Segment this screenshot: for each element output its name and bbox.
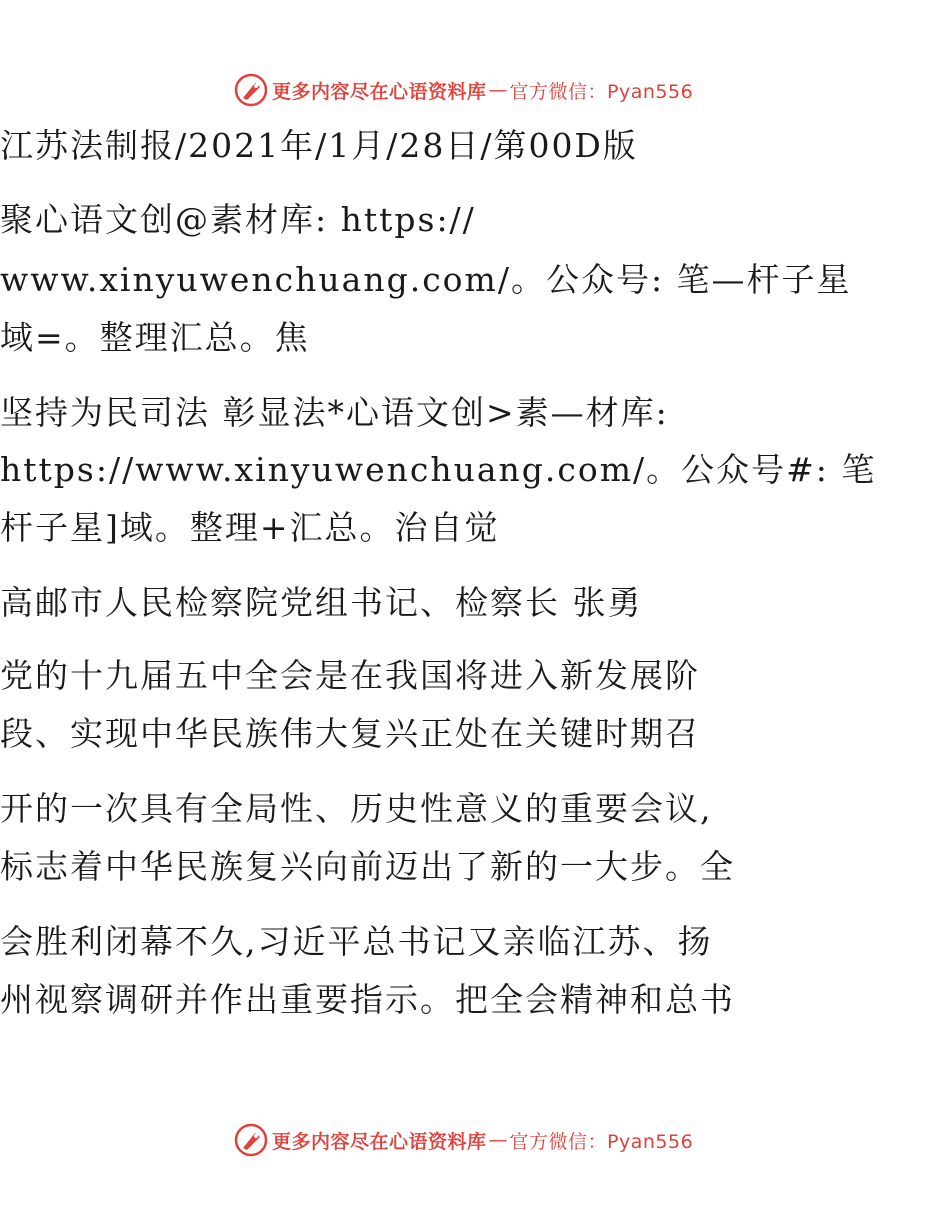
text-line: 杆子星]域。整理+汇总。治自觉 <box>0 508 500 547</box>
watermark-wechat-text: 官方微信：Pyan556 <box>509 1130 694 1153</box>
watermark-separator: — <box>488 79 508 101</box>
pen-nib-logo-icon <box>234 1123 268 1157</box>
text-line: 高邮市人民检察院党组书记、检察长 张勇 <box>0 583 643 622</box>
text-line: 开的一次具有全局性、历史性意义的重要会议, <box>0 789 713 828</box>
text-line: 州视察调研并作出重要指示。把全会精神和总书 <box>0 980 735 1019</box>
text-line: 标志着中华民族复兴向前迈出了新的一大步。全 <box>0 847 735 886</box>
text-line: https://www.xinyuwenchuang.com/。公众号#: 笔 <box>0 450 877 489</box>
text-line: 域=。整理汇总。焦 <box>0 318 310 357</box>
watermark-wechat-text: 官方微信：Pyan556 <box>509 80 694 103</box>
text-line: 坚持为民司法 彰显法*心语文创>素—材库: <box>0 393 669 432</box>
text-line: 江苏法制报/2021年/1月/28日/第00D版 <box>0 126 638 165</box>
pen-nib-logo-icon <box>234 73 268 107</box>
text-line: www.xinyuwenchuang.com/。公众号: 笔—杆子星 <box>0 260 852 299</box>
text-line: 聚心语文创@素材库: https:// <box>0 200 476 239</box>
footer-watermark <box>234 1122 693 1158</box>
watermark-main-text: 更多内容尽在心语资料库 <box>272 1130 487 1153</box>
watermark-separator: — <box>488 1129 508 1151</box>
watermark-main-text: 更多内容尽在心语资料库 <box>272 80 487 103</box>
text-line: 党的十九届五中全会是在我国将进入新发展阶 <box>0 656 700 695</box>
header-watermark <box>234 72 693 108</box>
text-line: 段、实现中华民族伟大复兴正处在关键时期召 <box>0 714 700 753</box>
text-line: 会胜利闭幕不久,习近平总书记又亲临江苏、扬 <box>0 922 713 961</box>
